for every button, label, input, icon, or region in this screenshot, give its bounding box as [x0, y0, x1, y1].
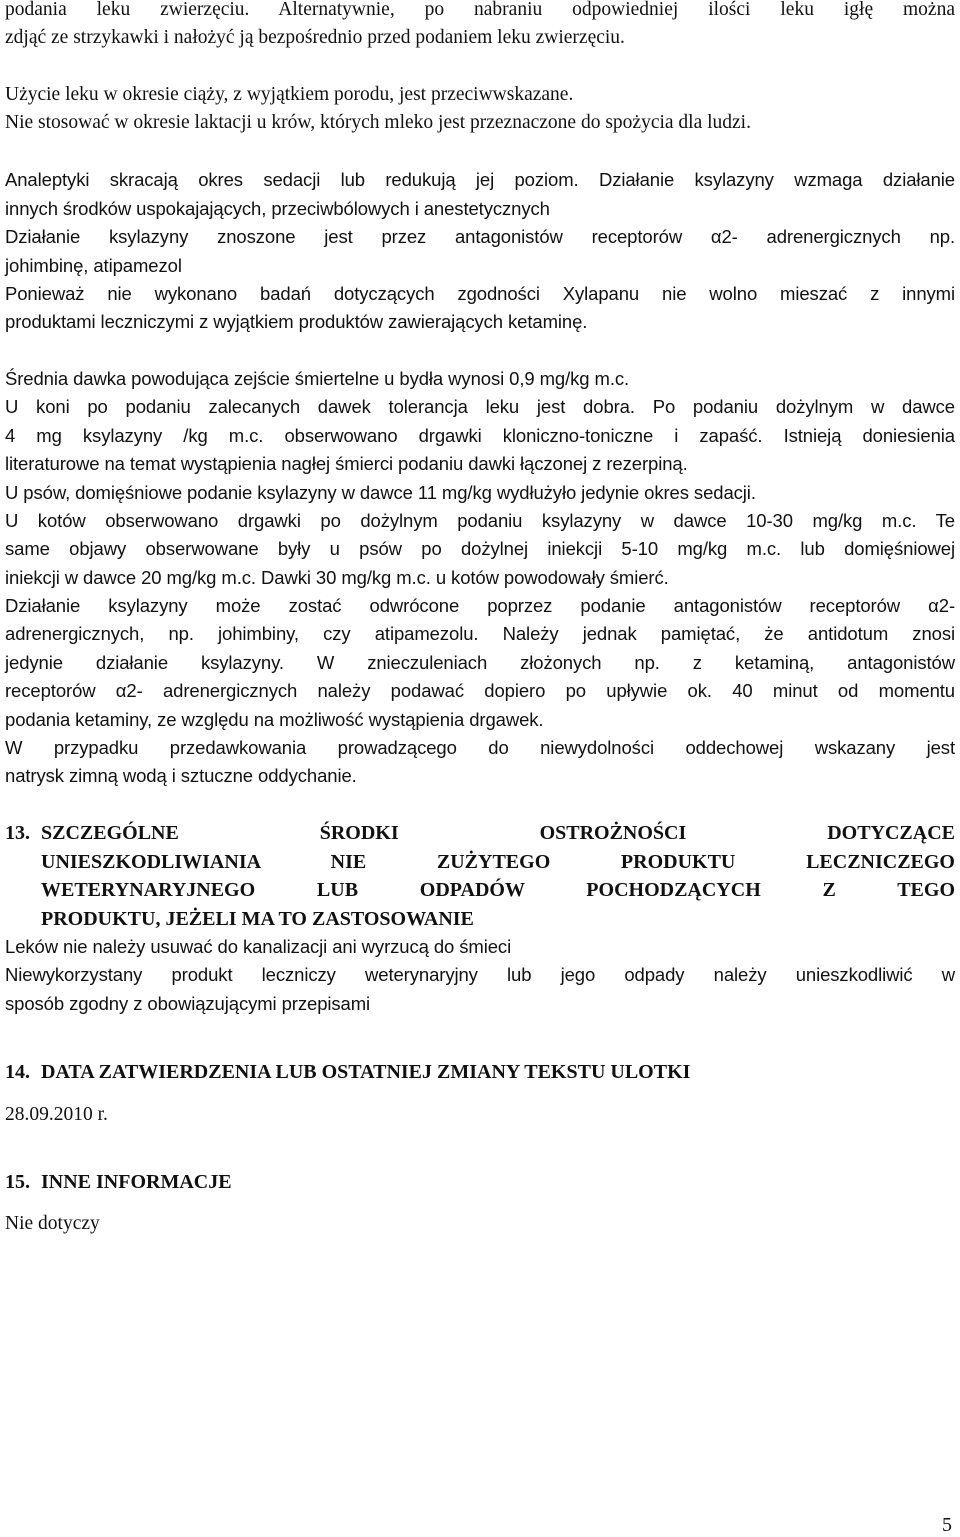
interactions-line-2: [5, 195, 955, 224]
section-13-heading-line-4: PRODUKTU, JEŻELI MA TO ZASTOSOWANIE: [41, 907, 474, 930]
section-13-text-line-1: Leków nie należy usuwać do kanalizacji ani wyrzucą do śmieci: [5, 936, 512, 957]
section-15-number: 15.: [5, 1171, 30, 1193]
page-number: 5: [942, 1514, 952, 1536]
interactions-line-6-text: produktami leczniczymi z wyjątkiem produktów zawierających ketaminę.: [5, 311, 588, 332]
overdose-line-7: same objawy obserwowane były u psów po dożylnej iniekcji 5-10 mg/kg m.c. lub domięśniowej: [5, 538, 955, 559]
overdose-line-1: Średnia dawka powodująca zejście śmiertelne u bydła wynosi 0,9 mg/kg m.c.: [5, 368, 630, 389]
overdose-line-10: adrenergicznych, np. johimbiny, czy atipamezolu. Należy jednak pamiętać, że antidotum znosi: [5, 623, 955, 644]
overdose-line-14: W przypadku przedawkowania prowadzącego do niewydolności oddechowej wskazany jest: [5, 737, 955, 758]
overdose-line-9: Działanie ksylazyny może zostać odwrócone poprzez podanie antagonistów receptorów α2-: [5, 595, 955, 616]
section-13-heading: [41, 819, 955, 933]
interactions-line-4: [5, 252, 955, 281]
section-13-text-line-3: sposób zgodny z obowiązującymi przepisami: [5, 993, 371, 1014]
section-13-heading-line-3: WETERYNARYJNEGO LUB ODPADÓW POCHODZĄCYCH Z TEGO: [41, 879, 955, 901]
overdose-line-3: 4 mg ksylazyny /kg m.c. obserwowano drgawki kloniczno-toniczne i zapaść. Istnieją doniesienia: [5, 425, 955, 446]
intro-line-2: zdjąć ze strzykawki i nałożyć ją bezpośrednio przed podaniem leku zwierzęciu.: [5, 27, 625, 48]
interactions-line-6: [5, 308, 955, 337]
interactions-line-5-text: Ponieważ nie wykonano badań dotyczących zgodności Xylapanu nie wolno mieszać z innymi: [5, 283, 955, 304]
section-15-text: Nie dotyczy: [5, 1213, 100, 1234]
overdose-line-5: U psów, domięśniowe podanie ksylazyny w dawce 11 mg/kg wydłużyło jedynie okres sedacji.: [5, 482, 756, 503]
overdose-line-12: receptorów α2- adrenergicznych należy podawać dopiero po upływie ok. 40 minut od momentu: [5, 680, 955, 701]
overdose-line-8: iniekcji w dawce 20 mg/kg m.c. Dawki 30 mg/kg m.c. u kotów powodowały śmierć.: [5, 567, 669, 588]
interactions-line-5: [5, 280, 955, 309]
section-13-heading-line-1: SZCZEGÓLNE ŚRODKI OSTROŻNOŚCI DOTYCZĄCE: [41, 822, 955, 844]
contraindication-line-2: Nie stosować w okresie laktacji u krów, których mleko jest przeznaczone do spożycia dla ludzi.: [5, 112, 751, 133]
section-13-text-line-2: Niewykorzystany produkt leczniczy weterynaryjny lub jego odpady należy unieszkodliwić w: [5, 964, 955, 985]
section-13-heading-line-2: UNIESZKODLIWIANIA NIE ZUŻYTEGO PRODUKTU LECZNICZEGO: [41, 850, 955, 873]
interactions-line-2-text: innych środków uspokajających, przeciwbólowych i anestetycznych: [5, 198, 550, 219]
section-14-number: 14.: [5, 1061, 30, 1083]
section-14-date: 28.09.2010 r.: [5, 1104, 108, 1125]
section-15-heading: INNE INFORMACJE: [41, 1171, 232, 1193]
overdose-line-15: natrysk zimną wodą i sztuczne oddychanie.: [5, 765, 357, 786]
overdose-line-11: jedynie działanie ksylazyny. W znieczuleniach złożonych np. z ketaminą, antagonistów: [5, 652, 955, 673]
overdose-line-13: podania ketaminy, ze względu na możliwość wystąpienia drgawek.: [5, 709, 544, 730]
interactions-line-4-text: johimbinę, atipamezol: [5, 255, 182, 276]
section-14-heading: DATA ZATWIERDZENIA LUB OSTATNIEJ ZMIANY TEKSTU ULOTKI: [41, 1061, 691, 1083]
overdose-line-4: literaturowe na temat wystąpienia nagłej śmierci podaniu dawki łączonej z rezerpiną.: [5, 453, 688, 474]
interactions-line-1-text: Analeptyki skracają okres sedacji lub redukują jej poziom. Działanie ksylazyny wzmaga działanie: [5, 169, 955, 190]
section-13-number: 13.: [5, 822, 30, 844]
contraindication-line-1: Użycie leku w okresie ciąży, z wyjątkiem porodu, jest przeciwwskazane.: [5, 84, 574, 105]
interactions-line-3-text: Działanie ksylazyny znoszone jest przez antagonistów receptorów α2- adrenergicznych np.: [5, 226, 955, 247]
interactions-line-1: [5, 166, 955, 195]
overdose-line-2: U koni po podaniu zalecanych dawek tolerancja leku jest dobra. Po podaniu dożylnym w dawce: [5, 396, 955, 417]
overdose-line-6: U kotów obserwowano drgawki po dożylnym podaniu ksylazyny w dawce 10-30 mg/kg m.c. Te: [5, 510, 955, 531]
interactions-line-3: [5, 223, 955, 252]
intro-line-1: podania leku zwierzęciu. Alternatywnie, po nabraniu odpowiedniej ilości leku igłę można: [5, 0, 955, 20]
